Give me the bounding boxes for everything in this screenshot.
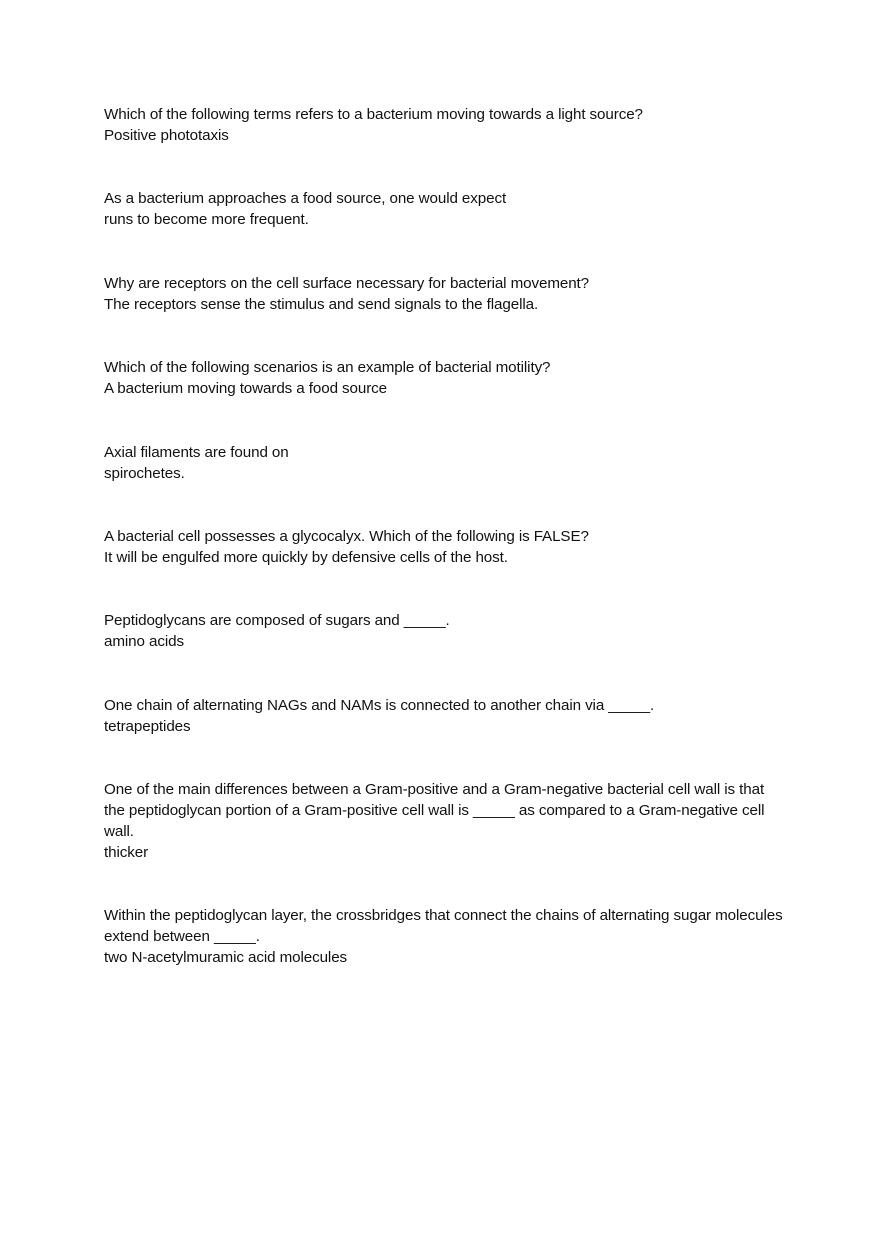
qa-item — [104, 273, 784, 315]
question-text: One chain of alternating NAGs and NAMs is connected to another chain via _____. — [104, 697, 655, 714]
answer-text: The receptors sense the stimulus and send signals to the flagella. — [104, 296, 539, 313]
qa-item — [104, 695, 784, 737]
qa-item — [104, 526, 784, 568]
question-text: As a bacterium approaches a food source, one would expect — [104, 190, 507, 207]
qa-item — [104, 610, 784, 652]
question-text: Which of the following terms refers to a bacterium moving towards a light source? — [104, 106, 643, 123]
qa-item — [104, 905, 787, 968]
qa-item — [104, 357, 784, 399]
answer-text: spirochetes. — [104, 465, 185, 482]
qa-item — [104, 188, 784, 230]
answer-text: amino acids — [104, 633, 184, 650]
question-text: A bacterial cell possesses a glycocalyx. Which of the following is FALSE? — [104, 528, 589, 545]
qa-item — [104, 442, 784, 484]
answer-text: runs to become more frequent. — [104, 211, 309, 228]
question-text: Peptidoglycans are composed of sugars and _____. — [104, 612, 450, 629]
question-text: Within the peptidoglycan layer, the crossbridges that connect the chains of alternating sugar molecules extend between _____. — [104, 907, 787, 945]
question-text: Why are receptors on the cell surface necessary for bacterial movement? — [104, 275, 590, 292]
qa-item — [104, 104, 784, 146]
question-text: One of the main differences between a Gram-positive and a Gram-negative bacterial cell wall is that the peptidoglycan portion of a Gram-positive cell wall is _____ as compared to a Gram-negative cell wall. — [104, 781, 769, 840]
answer-text: two N-acetylmuramic acid molecules — [104, 949, 348, 966]
answer-text: tetrapeptides — [104, 718, 191, 735]
answer-text: Positive phototaxis — [104, 127, 229, 144]
question-text: Axial filaments are found on — [104, 444, 289, 461]
answer-text: thicker — [104, 844, 149, 861]
qa-item — [104, 779, 784, 863]
question-text: Which of the following scenarios is an example of bacterial motility? — [104, 359, 551, 376]
answer-text: It will be engulfed more quickly by defensive cells of the host. — [104, 549, 508, 566]
answer-text: A bacterium moving towards a food source — [104, 380, 388, 397]
